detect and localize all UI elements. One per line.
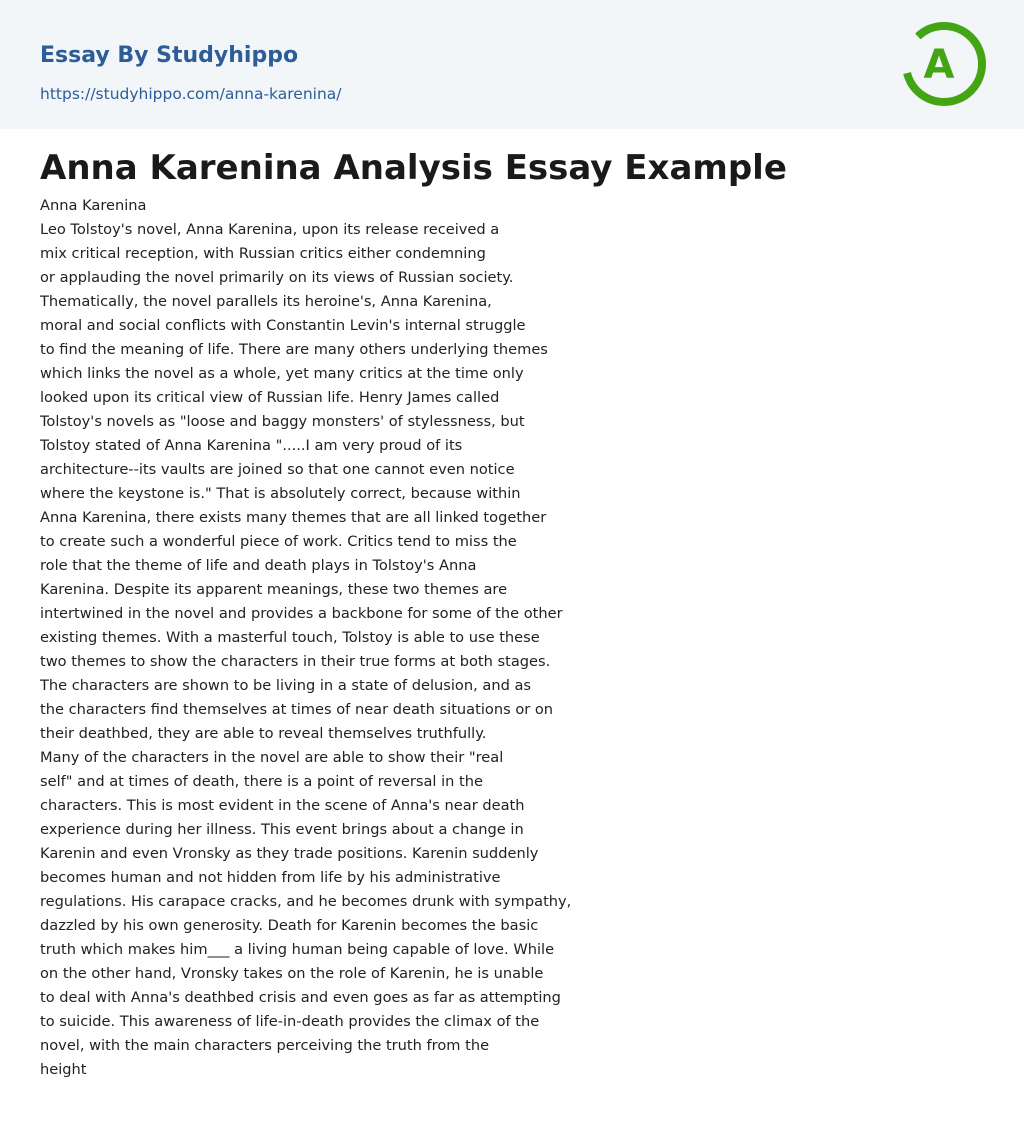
essay-line: or applauding the novel primarily on its views of Russian society. [40,269,514,286]
essay-line: architecture--its vaults are joined so that one cannot even notice [40,461,515,478]
source-url-link[interactable]: https://studyhippo.com/anna-karenina/ [40,85,342,103]
brand-title: Essay By Studyhippo [40,43,299,68]
essay-body [40,194,660,1082]
essay-line: becomes human and not hidden from life by his administrative [40,869,501,886]
essay-line: Anna Karenina [40,197,147,214]
essay-line: which links the novel as a whole, yet many critics at the time only [40,365,524,382]
essay-line: existing themes. With a masterful touch, Tolstoy is able to use these [40,629,540,646]
essay-line: Anna Karenina, there exists many themes that are all linked together [40,509,547,526]
essay-line: Karenin and even Vronsky as they trade positions. Karenin suddenly [40,845,539,862]
essay-line: novel, with the main characters perceiving the truth from the [40,1037,490,1054]
essay-line: Tolstoy stated of Anna Karenina ".....I am very proud of its [40,437,463,454]
essay-line: where the keystone is." That is absolutely correct, because within [40,485,521,502]
essay-line: truth which makes him___ a living human being capable of love. While [40,941,555,958]
essay-line: looked upon its critical view of Russian life. Henry James called [40,389,500,406]
essay-line: to find the meaning of life. There are many others underlying themes [40,341,548,358]
essay-line: Leo Tolstoy's novel, Anna Karenina, upon its release received a [40,221,500,238]
essay-line: regulations. His carapace cracks, and he becomes drunk with sympathy, [40,893,572,910]
essay-line: to deal with Anna's deathbed crisis and even goes as far as attempting [40,989,561,1006]
essay-line: Karenina. Despite its apparent meanings, these two themes are [40,581,508,598]
essay-line: mix critical reception, with Russian critics either condemning [40,245,486,262]
logo-letter: A [923,42,955,88]
essay-line: intertwined in the novel and provides a backbone for some of the other [40,605,563,622]
essay-line: Tolstoy's novels as "loose and baggy monsters' of stylessness, but [40,413,525,430]
essay-line: self" and at times of death, there is a point of reversal in the [40,773,483,790]
essay-line: characters. This is most evident in the scene of Anna's near death [40,797,525,814]
essay-line: on the other hand, Vronsky takes on the role of Karenin, he is unable [40,965,544,982]
essay-line: Thematically, the novel parallels its heroine's, Anna Karenina, [40,293,492,310]
essay-line: two themes to show the characters in their true forms at both stages. [40,653,551,670]
essay-line: the characters find themselves at times of near death situations or on [40,701,554,718]
essay-line: to suicide. This awareness of life-in-death provides the climax of the [40,1013,540,1030]
essay-line: their deathbed, they are able to reveal themselves truthfully. [40,725,487,742]
essay-line: dazzled by his own generosity. Death for Karenin becomes the basic [40,917,539,934]
essay-line: height [40,1061,87,1078]
essay-line: Many of the characters in the novel are able to show their "real [40,749,504,766]
essay-line: role that the theme of life and death plays in Tolstoy's Anna [40,557,477,574]
essay-line: The characters are shown to be living in a state of delusion, and as [40,677,532,694]
studyhippo-logo-icon[interactable] [896,16,992,112]
page-title: Anna Karenina Analysis Essay Example [40,148,787,188]
essay-line: to create such a wonderful piece of work. Critics tend to miss the [40,533,517,550]
essay-line: moral and social conflicts with Constantin Levin's internal struggle [40,317,526,334]
site-header [0,0,1024,129]
essay-line: experience during her illness. This event brings about a change in [40,821,524,838]
